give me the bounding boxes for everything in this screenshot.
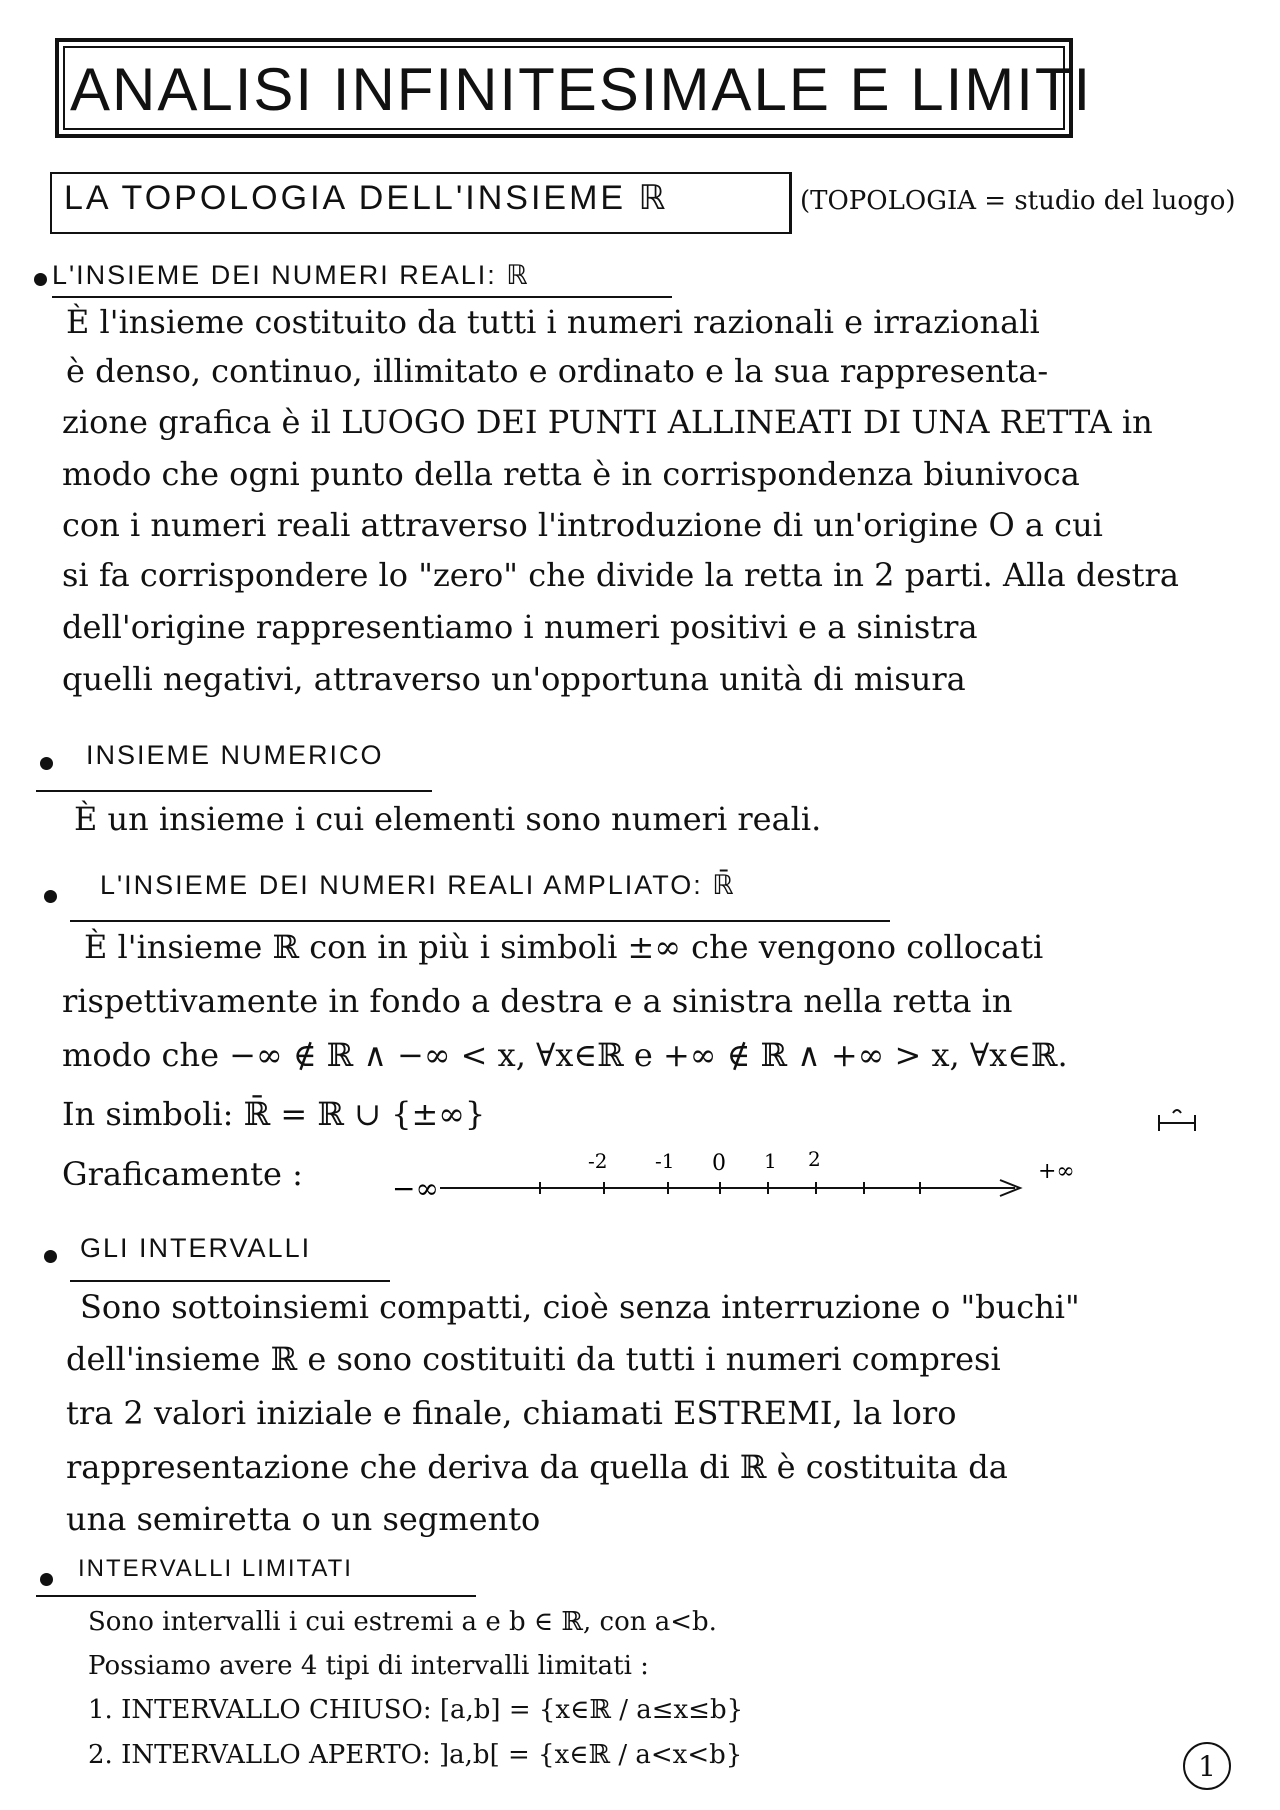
bullet [40, 757, 53, 770]
page-number: 1 [1183, 1742, 1231, 1790]
text-line: È l'insieme costituito da tutti i numeri razionali e irrazionali [66, 303, 1040, 341]
sketch-mark [1155, 1105, 1199, 1137]
text-line: è denso, continuo, illimitato e ordinato e la sua rappresenta- [66, 352, 1049, 390]
heading-underline [70, 1280, 390, 1282]
text-line: rappresentazione che deriva da quella di ℝ è costituita da [66, 1448, 1008, 1486]
plus-infinity-label: +∞ [1038, 1159, 1075, 1184]
heading-underline [36, 790, 432, 792]
section-note: (TOPOLOGIA = studio del luogo) [800, 186, 1236, 216]
heading-numeric-set: INSIEME NUMERICO [86, 740, 384, 770]
axis-tick-label: -2 [588, 1149, 608, 1173]
bullet [34, 273, 47, 286]
heading-underline [70, 920, 890, 922]
bullet [40, 1573, 53, 1586]
graph-label: Graficamente : [62, 1155, 303, 1193]
heading-bounded-intervals: INTERVALLI LIMITATI [78, 1555, 353, 1582]
text-line: dell'insieme ℝ e sono costituiti da tutti i numeri compresi [66, 1340, 1001, 1378]
axis-tick-label: -1 [655, 1149, 675, 1173]
heading-underline [36, 1595, 476, 1597]
text-line: dell'origine rappresentiamo i numeri positivi e a sinistra [62, 608, 978, 646]
text-line: zione grafica è il LUOGO DEI PUNTI ALLINEATI DI UNA RETTA in [62, 403, 1153, 441]
text-line: modo che −∞ ∉ ℝ ∧ −∞ < x, ∀x∈ℝ e +∞ ∉ ℝ ∧ +∞ > x, ∀x∈ℝ. [62, 1036, 1068, 1074]
text-line: si fa corrispondere lo "zero" che divide la retta in 2 parti. Alla destra [62, 556, 1179, 594]
heading-real-numbers: L'INSIEME DEI NUMERI REALI: ℝ [52, 260, 530, 290]
heading-underline [52, 296, 672, 298]
text-line: 2. INTERVALLO APERTO: ]a,b[ = {x∈ℝ / a<x<b} [88, 1740, 743, 1770]
section-title: LA TOPOLOGIA DELL'INSIEME ℝ [64, 179, 669, 217]
axis-tick-label: 0 [712, 1151, 726, 1176]
text-line: Sono sottoinsiemi compatti, cioè senza interruzione o "buchi" [80, 1288, 1080, 1326]
text-line: modo che ogni punto della retta è in corrispondenza biunivoca [62, 455, 1080, 493]
text-line: È un insieme i cui elementi sono numeri reali. [74, 800, 822, 838]
text-line: È l'insieme ℝ con in più i simboli ±∞ che vengono collocati [84, 928, 1044, 966]
text-line: con i numeri reali attraverso l'introduzione di un'origine O a cui [62, 506, 1103, 544]
text-line: 1. INTERVALLO CHIUSO: [a,b] = {x∈ℝ / a≤x≤b} [88, 1695, 744, 1725]
text-line: In simboli: ℝ̄ = ℝ ∪ {±∞} [62, 1095, 486, 1133]
page-title: ANALISI INFINITESIMALE E LIMITI [70, 56, 1093, 123]
text-line: Possiamo avere 4 tipi di intervalli limitati : [88, 1651, 649, 1681]
text-line: una semiretta o un segmento [66, 1500, 541, 1538]
text-line: rispettivamente in fondo a destra e a sinistra nella retta in [62, 982, 1013, 1020]
minus-infinity-label: −∞ [392, 1172, 439, 1205]
bullet [44, 890, 57, 903]
extended-real-line [380, 1140, 1120, 1210]
text-line: Sono intervalli i cui estremi a e b ∈ ℝ, con a<b. [88, 1607, 717, 1637]
heading-extended-reals: L'INSIEME DEI NUMERI REALI AMPLIATO: ℝ̄ [100, 870, 736, 900]
text-line: quelli negativi, attraverso un'opportuna unità di misura [62, 660, 966, 698]
bullet [44, 1250, 57, 1263]
axis-tick-label: 2 [808, 1147, 821, 1171]
text-line: tra 2 valori iniziale e finale, chiamati ESTREMI, la loro [66, 1394, 957, 1432]
heading-intervals: GLI INTERVALLI [80, 1233, 312, 1263]
axis-tick-label: 1 [764, 1149, 777, 1173]
